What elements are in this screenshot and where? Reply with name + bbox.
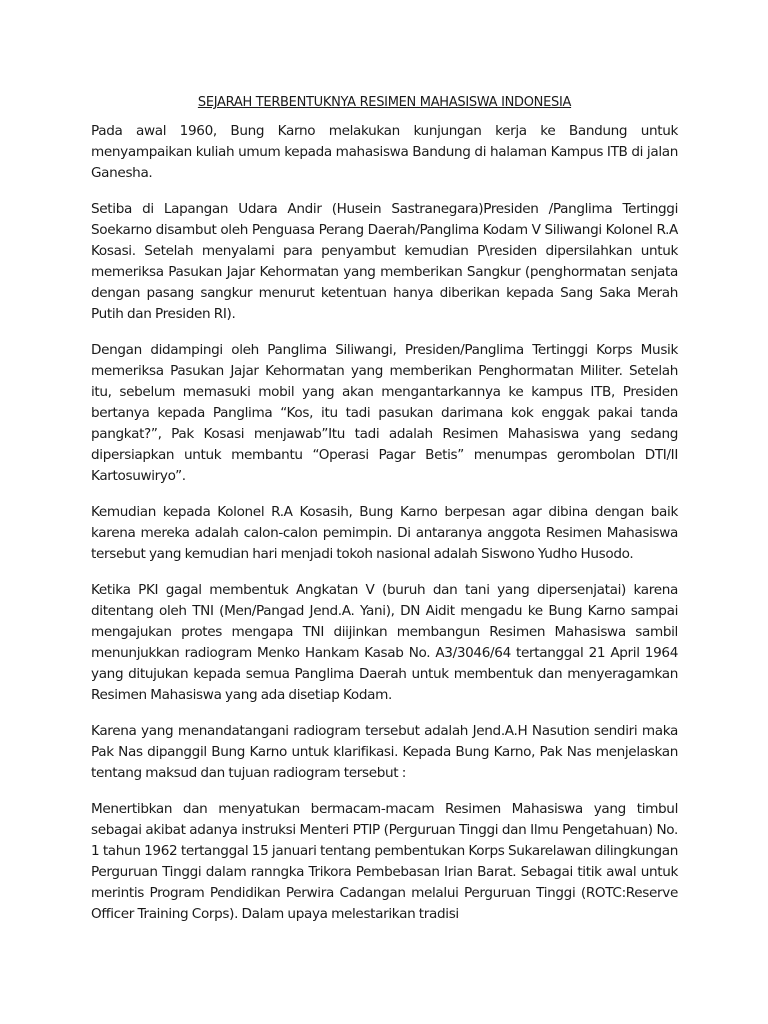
paragraph-1: Pada awal 1960, Bung Karno melakukan kunjungan kerja ke Bandung untuk menyampaikan kuliah umum kepada mahasiswa Bandung di halaman Kampus ITB di jalan Ganesha. (91, 123, 678, 181)
paragraph-7: Menertibkan dan menyatukan bermacam-macam Resimen Mahasiswa yang timbul sebagai akibat adanya instruksi Menteri PTIP (Perguruan Tinggi dan Ilmu Pengetahuan) No. 1 tahun 1962 tertanggal 15 januari tentang pembentukan Korps Sukarelawan dilingkungan Perguruan Tinggi dalam ranngka Trikora Pembebasan Irian Barat. Sebagai titik awal untuk merintis Program Pendidikan Perwira Cadangan melalui Perguruan Tinggi (ROTC:Reserve Officer Training Corps). Dalam upaya melestarikan tradisi (91, 801, 678, 922)
paragraph-6: Karena yang menandatangani radiogram tersebut adalah Jend.A.H Nasution sendiri maka Pak Nas dipanggil Bung Karno untuk klarifikasi. Kepada Bung Karno, Pak Nas menjelaskan tentang maksud dan tujuan radiogram tersebut : (91, 723, 678, 781)
paragraph-2: Setiba di Lapangan Udara Andir (Husein Sastranegara)Presiden /Panglima Tertinggi Soekarno disambut oleh Penguasa Perang Daerah/Panglima Kodam V Siliwangi Kolonel R.A Kosasi. Setelah menyalami para penyambut kemudian P\residen dipersilahkan untuk memeriksa Pasukan Jajar Kehormatan yang memberikan Sangkur (penghormatan senjata dengan pasang sangkur menurut ketentuan hanya diberikan kepada Sang Saka Merah Putih dan Presiden RI). (91, 201, 678, 322)
document-page (91, 94, 678, 940)
paragraph-4: Kemudian kepada Kolonel R.A Kosasih, Bung Karno berpesan agar dibina dengan baik karena mereka adalah calon-calon pemimpin. Di antaranya anggota Resimen Mahasiswa tersebut yang kemudian hari menjadi tokoh nasional adalah Siswono Yudho Husodo. (91, 504, 678, 562)
paragraph-3: Dengan didampingi oleh Panglima Siliwangi, Presiden/Panglima Tertinggi Korps Musik memeriksa Pasukan Jajar Kehormatan yang memberikan Penghormatan Militer. Setelah itu, sebelum memasuki mobil yang akan mengantarkannya ke kampus ITB, Presiden bertanya kepada Panglima “Kos, itu tadi pasukan darimana kok enggak pakai tanda pangkat?”, Pak Kosasi menjawab”Itu tadi adalah Resimen Mahasiswa yang sedang dipersiapkan untuk membantu “Operasi Pagar Betis” menumpas gerombolan DTI/II Kartosuwiryo”. (91, 342, 678, 484)
paragraph-5: Ketika PKI gagal membentuk Angkatan V (buruh dan tani yang dipersenjatai) karena ditentang oleh TNI (Men/Pangad Jend.A. Yani), DN Aidit mengadu ke Bung Karno sampai mengajukan protes mengapa TNI diijinkan membangun Resimen Mahasiswa sambil menunjukkan radiogram Menko Hankam Kasab No. A3/3046/64 tertanggal 21 April 1964 yang ditujukan kepada semua Panglima Daerah untuk membentuk dan menyeragamkan Resimen Mahasiswa yang ada disetiap Kodam. (91, 582, 678, 703)
document-title: SEJARAH TERBENTUKNYA RESIMEN MAHASISWA INDONESIA (197, 95, 572, 110)
